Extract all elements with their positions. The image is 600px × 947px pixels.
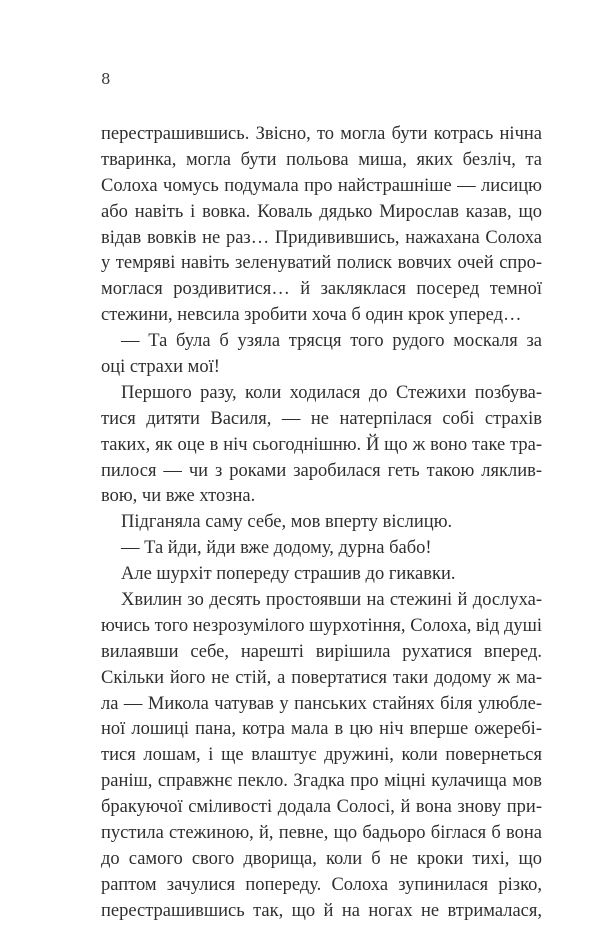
- text-line: раптом зачулися попереду. Солоха зупинилася різко,: [101, 874, 542, 895]
- text-line: вилаявши себе, нарешті вирішила рухатися вперед.: [101, 641, 542, 662]
- text-line: ної лошиці пана, котра мала в цю ніч вперше ожеребі-: [101, 719, 542, 740]
- text-line: ючись того незрозумілого шурхотіння, Солоха, від душі: [101, 615, 542, 636]
- body-text: [101, 122, 542, 925]
- text-line: Хвилин зо десять простоявши на стежині й дослуха-: [121, 590, 542, 611]
- text-line: Солоха чомусь подумала про найстрашніше — лисицю: [101, 175, 542, 196]
- text-line: ла — Микола чатував у панських стайнях біля улюбле-: [101, 693, 542, 714]
- text-line: — Та йди, йди вже додому, дурна бабо!: [121, 538, 432, 559]
- text-line: або навіть і вовка. Коваль дядько Мирослав казав, що: [101, 201, 542, 222]
- text-line: перестрашившись так, що й на ногах не втрималася,: [101, 900, 542, 921]
- text-line: пустила стежиною, й, певне, що бадьоро біглася б вона: [101, 823, 542, 844]
- text-line: Підганяла саму себе, мов вперту віслицю.: [121, 512, 453, 533]
- text-line: тися дитяти Василя, — не натерпілася собі страхів: [101, 408, 542, 429]
- text-line: Але шурхіт попереду страшив до гикавки.: [121, 564, 456, 585]
- text-line: таких, як оце в ніч сьогоднішню. Й що ж воно таке тра-: [101, 434, 542, 455]
- text-line: пилося — чи з роками заробилася геть такою ляклив-: [101, 460, 542, 481]
- text-line: перестрашившись. Звісно, то могла бути котрась нічна: [101, 124, 542, 144]
- text-line: до самого свого дворища, коли б не кроки тихі, що: [101, 848, 542, 869]
- text-line: Скільки його не стій, а повертатися таки додому ж ма-: [101, 667, 542, 688]
- text-line: оці страхи мої!: [101, 357, 220, 378]
- page-number: 8: [101, 70, 111, 88]
- text-line: раніш, справжнє пекло. Згадка про міцні кулачища мов: [101, 771, 542, 792]
- text-line: у темряві навіть зеленуватий полиск вовчих очей спро-: [101, 253, 542, 274]
- text-line: Першого разу, коли ходилася до Стежихи позбува-: [121, 382, 542, 403]
- text-line: вою, чи вже хтозна.: [101, 486, 256, 507]
- text-line: стежини, невсила зробити хоча б один крок уперед…: [101, 305, 522, 326]
- text-line: відав вовків не раз… Придивившись, нажахана Солоха: [101, 227, 542, 248]
- text-line: моглася роздивитися… й закляклася посеред темної: [101, 279, 542, 300]
- text-line: тися лошам, і ще влаштує дружині, коли повернеться: [101, 745, 542, 766]
- text-line: — Та була б узяла трясця того рудого москаля за: [121, 331, 542, 352]
- text-line: тваринка, могла бути польова миша, яких безліч, та: [101, 149, 542, 170]
- text-line: бракуючої сміливості додала Солосі, й вона знову при-: [101, 797, 542, 818]
